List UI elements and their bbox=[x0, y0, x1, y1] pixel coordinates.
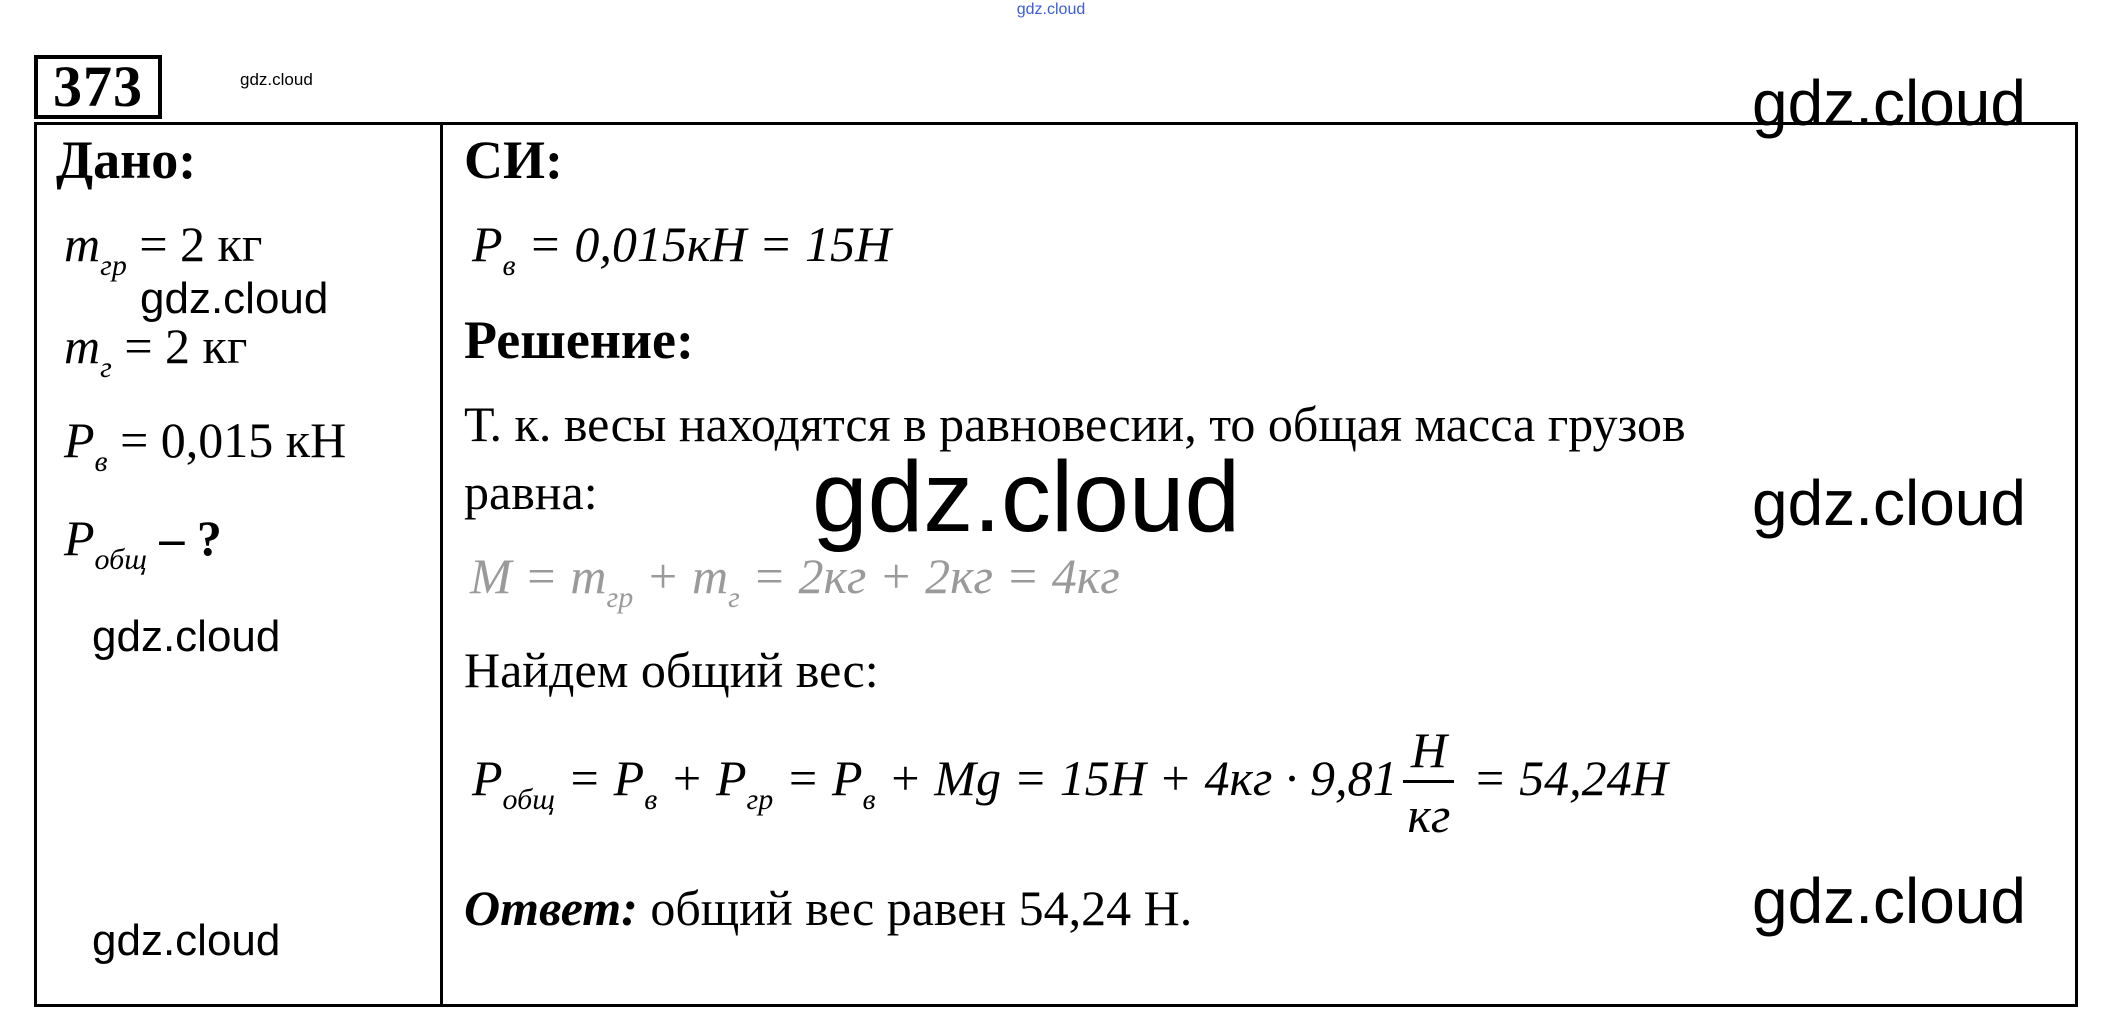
given-line-2 bbox=[64, 318, 247, 396]
si-title: СИ: bbox=[464, 130, 563, 190]
weight-eq-sub: общ bbox=[502, 782, 555, 816]
given-symbol: P bbox=[64, 510, 95, 566]
weight-eq-sub: гр bbox=[746, 782, 774, 816]
solution-text-3: Найдем общий вес: bbox=[464, 642, 879, 698]
watermark: gdz.cloud bbox=[140, 274, 329, 323]
solution-title: Решение: bbox=[464, 310, 694, 370]
given-subscript: в bbox=[94, 445, 108, 478]
given-symbol: P bbox=[64, 412, 95, 468]
fraction bbox=[1403, 720, 1454, 847]
mass-eq-mid: + m bbox=[633, 548, 729, 604]
fraction-denominator: кг bbox=[1407, 787, 1451, 843]
answer-text: общий вес равен 54,24 Н. bbox=[637, 880, 1193, 936]
top-watermark: gdz.cloud bbox=[1016, 1, 1086, 18]
given-value: = 0,015 кН bbox=[120, 412, 347, 468]
mass-eq-sub-g: г bbox=[728, 581, 740, 614]
fraction-numerator: H bbox=[1410, 722, 1447, 778]
given-unknown: – ? bbox=[159, 510, 222, 566]
si-subscript: в bbox=[502, 249, 516, 282]
solution-text-2: равна: bbox=[464, 464, 598, 520]
solution-text-1: Т. к. весы находятся в равновесии, то общая масса грузов bbox=[464, 396, 1686, 452]
given-subscript: г bbox=[100, 351, 112, 384]
given-line-4 bbox=[64, 510, 222, 588]
given-symbol: m bbox=[64, 318, 101, 374]
watermark: gdz.cloud bbox=[1752, 865, 2026, 937]
weight-eq-part: = P bbox=[554, 749, 645, 806]
given-value: = 2 кг bbox=[124, 318, 248, 374]
watermark: gdz.cloud bbox=[92, 612, 281, 661]
mass-eq-lhs: M = m bbox=[470, 548, 607, 604]
si-symbol: P bbox=[472, 216, 503, 272]
weight-equation bbox=[472, 720, 1668, 847]
column-divider bbox=[440, 122, 443, 1007]
given-title: Дано: bbox=[56, 130, 197, 190]
given-subscript: общ bbox=[94, 543, 147, 576]
answer-line bbox=[464, 880, 1192, 936]
watermark: gdz.cloud bbox=[812, 441, 1241, 553]
problem-number: 373 bbox=[34, 55, 162, 119]
mass-eq-rhs: = 2кг + 2кг = 4кг bbox=[739, 548, 1120, 604]
weight-eq-sub: в bbox=[644, 782, 658, 816]
si-value: = 0,015кН = 15Н bbox=[528, 216, 892, 272]
mass-equation bbox=[470, 548, 1120, 626]
small-watermark: gdz.cloud bbox=[240, 70, 313, 89]
given-line-3 bbox=[64, 412, 346, 490]
weight-eq-part: P bbox=[472, 749, 503, 806]
weight-eq-result: = 54,24H bbox=[1460, 749, 1668, 806]
given-symbol: m bbox=[64, 216, 101, 272]
weight-eq-part: + Mg = 15H + 4кг · 9,81 bbox=[875, 749, 1398, 806]
given-subscript: гр bbox=[100, 249, 127, 282]
mass-eq-sub-gr: гр bbox=[606, 581, 634, 614]
weight-eq-part: + P bbox=[657, 749, 747, 806]
given-value: = 2 кг bbox=[139, 216, 263, 272]
si-line bbox=[472, 216, 891, 294]
weight-eq-part: = P bbox=[773, 749, 863, 806]
watermark: gdz.cloud bbox=[1752, 467, 2026, 539]
weight-eq-sub: в bbox=[862, 782, 876, 816]
watermark: gdz.cloud bbox=[1752, 67, 2026, 139]
watermark: gdz.cloud bbox=[92, 916, 281, 965]
answer-label: Ответ: bbox=[464, 880, 638, 936]
